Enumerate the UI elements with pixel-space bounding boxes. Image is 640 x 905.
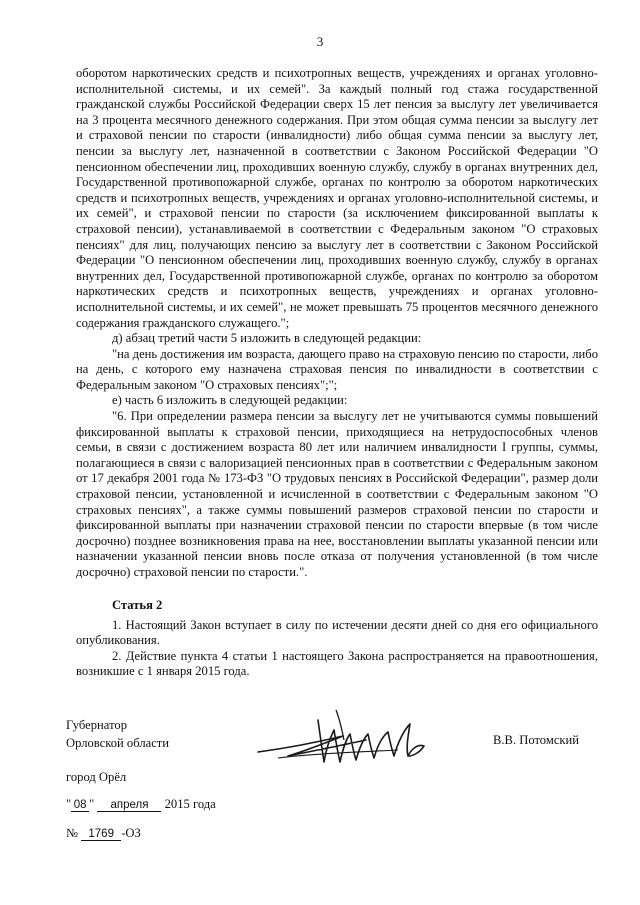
article1-paragraph: д) абзац третий части 5 изложить в следующей редакции: xyxy=(112,331,422,346)
article1-continuation xyxy=(76,66,598,581)
date-month: апреля xyxy=(97,799,161,812)
number-prefix: № xyxy=(66,826,79,840)
page-number: 3 xyxy=(316,34,324,49)
article1-paragraph: оборотом наркотических средств и психотропных веществ, учреждениях и органах уголовно-исполнительной системы, и их семей". За каждый полный год стажа государственной гражданской службы Российской Федерации сверх 15 лет пенсия за выслугу лет увеличивается на 3 процента месячного денежного содержания. При этом общая сумма пенсии за выслугу лет и страховой пенсии по старости (инвалидности) либо общая сумма пенсии за выслугу лет, пенсии за выслугу лет, назначенной в соответствии с Законом Российской Федерации "О пенсионном обеспечении лиц, проходивших военную службу, службу в органах внутренних дел, Государственной противопожарной службе, органах по контролю за оборотом наркотических средств и психотропных веществ, учреждениях и органах уголовно-исполнительной системы, и их семей", и страховой пенсии по старости (за исключением фиксированной выплаты к страховой пенсии), устанавливаемой в соответствии с Федеральным законом "О страховых пенсиях" для лиц, получающих пенсию за выслугу лет в соответствии с Законом Российской Федерации "О пенсионном обеспечении лиц, проходивших военную службу, службу в органах внутренних дел, Государственной противопожарной службе, органах по контролю за оборотом наркотических средств и психотропных веществ, учреждениях и органах уголовно-исполнительной системы, и их семей", не может превышать 75 процентов месячного денежного содержания гражданского служащего."; xyxy=(76,66,598,330)
law-number xyxy=(66,826,141,841)
signatory-title-line: Губернатор xyxy=(66,718,127,732)
date-year: 2015 года xyxy=(164,797,216,811)
city: город Орёл xyxy=(66,770,127,784)
article-2-heading: Статья 2 xyxy=(112,598,163,612)
article-2-paragraph: 2. Действие пункта 4 статьи 1 настоящего Закона распространяется на правоотношения, возникшие с 1 января 2015 года. xyxy=(76,648,598,679)
signatory-name: В.В. Потомский xyxy=(493,733,580,747)
article1-paragraph: "6. При определении размера пенсии за выслугу лет не учитываются суммы повышений фиксированной выплаты к страховой пенсии, приходящиеся на нетрудоспособных членов семьи, в связи с достижением возраста 80 лет или наличием инвалидности I группы, суммы, полагающиеся в связи с валоризацией пенсионных прав в соответствии с Федеральным законом от 17 декабря 2001 года № 173-ФЗ "О трудовых пенсиях в Российской Федерации", размер доли страховой пенсии, установленной и исчисленной в соответствии с Федеральным законом "О страховых пенсиях", а также суммы повышений размеров страховой пенсии по старости и фиксированной выплаты при назначении страховой пенсии по старости впервые (в том числе досрочно) позднее возникновения права на нее, восстановлении выплаты указанной пенсии или назначении указанной пенсии вновь после отказа от получения установленной (в том числе досрочно) страховой пенсии по старости.". xyxy=(76,409,598,579)
article1-paragraph: "на день достижения им возраста, дающего право на страховую пенсию по старости, либо на день, с которого ему назначена страховая пенсия по инвалидности в соответствии с Федеральным законом "О страховых пенсиях";"; xyxy=(76,346,598,392)
signatory-title xyxy=(66,716,169,752)
signatory-title-line: Орловской области xyxy=(66,736,170,750)
number-suffix: -ОЗ xyxy=(121,826,141,840)
signing-date xyxy=(66,797,216,812)
date-close-quote: " xyxy=(89,797,95,811)
article1-paragraph: е) часть 6 изложить в следующей редакции: xyxy=(112,393,348,408)
handwritten-signature xyxy=(248,690,448,780)
article-2-paragraph: 1. Настоящий Закон вступает в силу по истечении десяти дней со дня его официального опубликования. xyxy=(76,617,598,648)
date-day: 08 xyxy=(71,799,89,812)
date-open-quote: " xyxy=(66,797,72,811)
number-value: 1769 xyxy=(81,828,121,841)
article-2 xyxy=(76,598,598,680)
